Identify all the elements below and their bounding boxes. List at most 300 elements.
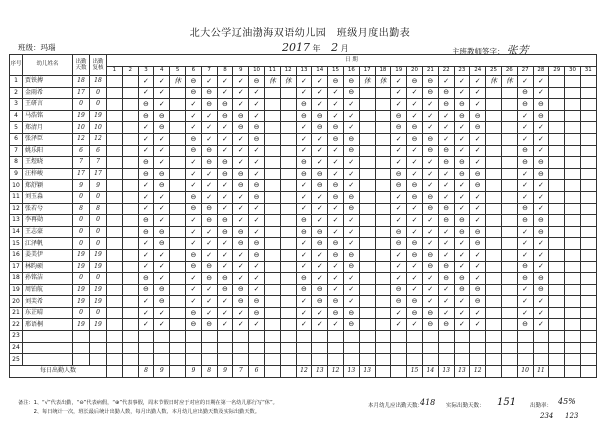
sick-leave-mark: ⊖: [458, 215, 465, 224]
attend-days: 19: [73, 284, 90, 296]
attendance-cell: [264, 261, 280, 273]
present-check-mark: ✓: [522, 239, 529, 248]
attendance-cell: [470, 249, 486, 261]
student-name: [23, 331, 73, 343]
row-seq: 17: [10, 261, 23, 273]
attendance-cell: [217, 157, 233, 169]
attendance-cell: [138, 307, 154, 319]
attendance-cell: [533, 87, 549, 99]
attendance-cell: [517, 203, 533, 215]
attendance-cell: [486, 191, 502, 203]
sick-leave-mark: ⊖: [237, 111, 244, 120]
student-name: 孙铭洁: [23, 273, 73, 285]
attendance-cell: [312, 99, 328, 111]
sick-leave-mark: ⊖: [253, 192, 260, 201]
attendance-cell: [296, 342, 312, 354]
attendance-cell: [154, 215, 170, 227]
student-name: 郑舒颖: [23, 180, 73, 192]
attendance-cell: [249, 238, 265, 250]
attendance-cell: [517, 319, 533, 331]
attendance-cell: [233, 191, 249, 203]
attend-days: 19: [73, 249, 90, 261]
attendance-cell: [359, 110, 375, 122]
attendance-cell: [375, 145, 391, 157]
attendance-cell: [501, 249, 517, 261]
sick-leave-mark: ⊖: [143, 285, 149, 294]
present-check-mark: ✓: [237, 192, 244, 201]
present-check-mark: ✓: [537, 181, 544, 190]
holiday-mark: 休: [284, 76, 292, 85]
attendance-cell: [391, 76, 407, 88]
table-row: [10, 261, 597, 273]
present-check-mark: ✓: [348, 99, 355, 108]
attendance-cell: [154, 76, 170, 88]
attendance-cell: [549, 331, 565, 343]
attendance-cell: [549, 99, 565, 111]
attend-days: 0: [73, 307, 90, 319]
attendance-cell: [407, 180, 423, 192]
present-check-mark: ✓: [316, 76, 323, 85]
attendance-cell: [233, 319, 249, 331]
sick-leave-mark: ⊖: [458, 285, 465, 294]
present-check-mark: ✓: [474, 250, 481, 259]
sick-leave-mark: ⊖: [395, 169, 402, 178]
daily-total-cell: 15: [407, 365, 423, 377]
attendance-cell: [107, 354, 123, 366]
present-check-mark: ✓: [522, 308, 529, 317]
attendance-cell: [249, 354, 265, 366]
attendance-cell: [217, 307, 233, 319]
present-check-mark: ✓: [301, 308, 307, 317]
sick-leave-mark: ⊖: [537, 157, 544, 166]
attendance-cell: [391, 191, 407, 203]
day-header: 10: [249, 67, 265, 76]
attendance-cell: [233, 76, 249, 88]
attendance-cell: [517, 331, 533, 343]
present-check-mark: ✓: [537, 192, 544, 201]
sick-leave-mark: ⊖: [522, 204, 529, 213]
attend-check: 0: [90, 307, 107, 319]
attendance-cell: [185, 133, 201, 145]
attendance-cell: [422, 203, 438, 215]
student-name: 张泽臣: [23, 133, 73, 145]
sick-leave-mark: ⊖: [443, 262, 450, 271]
attendance-cell: [328, 76, 344, 88]
attendance-cell: [107, 273, 123, 285]
attendance-cell: [138, 331, 154, 343]
attendance-cell: [107, 87, 123, 99]
sick-leave-mark: ⊖: [348, 308, 355, 317]
attend-days: 9: [73, 180, 90, 192]
attendance-cell: [264, 99, 280, 111]
day-header: 9: [233, 67, 249, 76]
attendance-cell: [580, 296, 596, 308]
attendance-cell: [486, 110, 502, 122]
attendance-cell: [486, 319, 502, 331]
row-seq: 15: [10, 238, 23, 250]
attendance-cell: [486, 354, 502, 366]
attendance-cell: [328, 215, 344, 227]
attendance-cell: [154, 133, 170, 145]
present-check-mark: ✓: [206, 285, 213, 294]
day-header: 22: [438, 67, 454, 76]
attendance-cell: [359, 215, 375, 227]
sick-leave-mark: ⊖: [143, 99, 149, 108]
present-check-mark: ✓: [143, 204, 149, 213]
attendance-cell: [565, 261, 581, 273]
present-check-mark: ✓: [158, 88, 165, 97]
attendance-cell: [217, 284, 233, 296]
attendance-cell: [501, 122, 517, 134]
attendance-cell: [533, 180, 549, 192]
attendance-cell: [517, 99, 533, 111]
attend-days: 7: [73, 157, 90, 169]
attendance-cell: [549, 296, 565, 308]
sick-leave-mark: ⊖: [316, 285, 323, 294]
present-check-mark: ✓: [427, 273, 434, 282]
attendance-cell: [138, 238, 154, 250]
sick-leave-mark: ⊖: [348, 134, 355, 143]
row-seq: 1: [10, 76, 23, 88]
attendance-cell: [470, 87, 486, 99]
attendance-cell: [391, 354, 407, 366]
attendance-cell: [343, 122, 359, 134]
attend-days: [73, 354, 90, 366]
present-check-mark: ✓: [395, 215, 402, 224]
attendance-cell: [501, 284, 517, 296]
attendance-cell: [501, 133, 517, 145]
attendance-cell: [296, 168, 312, 180]
attend-check: 10: [90, 122, 107, 134]
present-check-mark: ✓: [253, 215, 260, 224]
present-check-mark: ✓: [206, 297, 213, 306]
row-seq: 14: [10, 226, 23, 238]
attendance-cell: [501, 238, 517, 250]
day-header: 5: [170, 67, 186, 76]
sick-leave-mark: ⊖: [458, 227, 465, 236]
attendance-cell: [422, 342, 438, 354]
attendance-cell: [312, 76, 328, 88]
attendance-cell: [517, 87, 533, 99]
attendance-cell: [422, 76, 438, 88]
attendance-cell: [501, 110, 517, 122]
attendance-cell: [533, 249, 549, 261]
day-header: 31: [580, 67, 596, 76]
sick-leave-mark: ⊖: [190, 146, 197, 155]
attendance-cell: [501, 215, 517, 227]
day-header: 26: [501, 67, 517, 76]
attendance-cell: [580, 99, 596, 111]
attendance-cell: [122, 99, 138, 111]
present-check-mark: ✓: [522, 76, 529, 85]
attendance-cell: [201, 203, 217, 215]
attendance-cell: [201, 249, 217, 261]
attendance-cell: [185, 307, 201, 319]
attendance-cell: [185, 261, 201, 273]
attendance-cell: [122, 319, 138, 331]
sick-leave-mark: ⊖: [474, 285, 481, 294]
present-check-mark: ✓: [253, 204, 260, 213]
attendance-cell: [501, 99, 517, 111]
present-check-mark: ✓: [301, 76, 307, 85]
attendance-cell: [249, 110, 265, 122]
attendance-cell: [170, 331, 186, 343]
row-seq: 3: [10, 99, 23, 111]
attendance-cell: [138, 110, 154, 122]
present-check-mark: ✓: [411, 262, 418, 271]
attend-days: 19: [73, 261, 90, 273]
attend-days: 0: [73, 191, 90, 203]
attendance-cell: [501, 342, 517, 354]
present-check-mark: ✓: [522, 192, 529, 201]
attendance-cell: [264, 110, 280, 122]
sick-leave-mark: ⊖: [237, 239, 244, 248]
attendance-cell: [533, 226, 549, 238]
sick-leave-mark: ⊖: [427, 320, 434, 329]
present-check-mark: ✓: [427, 99, 434, 108]
attendance-cell: [296, 215, 312, 227]
attendance-cell: [185, 145, 201, 157]
header-attend-check-text: 出勤复核: [92, 58, 104, 71]
row-seq: 6: [10, 133, 23, 145]
attendance-cell: [549, 133, 565, 145]
present-check-mark: ✓: [158, 308, 165, 317]
present-check-mark: ✓: [190, 297, 197, 306]
present-check-mark: ✓: [332, 215, 339, 224]
attendance-cell: [359, 261, 375, 273]
attend-days: 0: [73, 99, 90, 111]
year-handwritten: 2017: [282, 41, 310, 54]
attendance-cell: [486, 226, 502, 238]
sick-leave-mark: ⊖: [316, 181, 323, 190]
attendance-cell: [201, 261, 217, 273]
sick-leave-mark: ⊖: [395, 239, 402, 248]
attendance-cell: [486, 249, 502, 261]
sick-leave-mark: ⊖: [206, 262, 213, 271]
attendance-cell: [312, 157, 328, 169]
attendance-cell: [280, 203, 296, 215]
present-check-mark: ✓: [332, 273, 339, 282]
attendance-cell: [343, 354, 359, 366]
sick-leave-mark: ⊖: [143, 273, 149, 282]
attendance-cell: [438, 319, 454, 331]
attendance-cell: [517, 180, 533, 192]
present-check-mark: ✓: [474, 204, 481, 213]
attendance-cell: [438, 215, 454, 227]
attendance-cell: [217, 215, 233, 227]
day-header: 15: [328, 67, 344, 76]
present-check-mark: ✓: [537, 262, 544, 271]
attendance-cell: [280, 284, 296, 296]
sick-leave-mark: ⊖: [537, 215, 544, 224]
present-check-mark: ✓: [474, 134, 481, 143]
attendance-cell: [549, 122, 565, 134]
sick-leave-mark: ⊖: [332, 239, 339, 248]
present-check-mark: ✓: [143, 146, 149, 155]
sick-leave-mark: ⊖: [206, 157, 213, 166]
expected-days-value: 418: [420, 398, 436, 407]
attendance-cell: [122, 122, 138, 134]
attendance-cell: [549, 273, 565, 285]
present-check-mark: ✓: [443, 123, 450, 132]
attendance-cell: [154, 203, 170, 215]
attendance-cell: [407, 122, 423, 134]
attendance-cell: [264, 354, 280, 366]
attendance-cell: [454, 273, 470, 285]
attendance-cell: [422, 261, 438, 273]
attendance-cell: [517, 273, 533, 285]
attendance-cell: [170, 249, 186, 261]
attendance-cell: [312, 226, 328, 238]
sick-leave-mark: ⊖: [253, 123, 260, 132]
attendance-cell: [185, 191, 201, 203]
attendance-cell: [138, 87, 154, 99]
attendance-cell: [264, 145, 280, 157]
attendance-cell: [185, 180, 201, 192]
sick-leave-mark: ⊖: [253, 308, 260, 317]
attendance-cell: [201, 354, 217, 366]
attendance-cell: [249, 133, 265, 145]
present-check-mark: ✓: [474, 308, 481, 317]
sick-leave-mark: ⊖: [237, 169, 244, 178]
attendance-cell: [517, 191, 533, 203]
attend-days: 0: [73, 238, 90, 250]
attendance-cell: [391, 87, 407, 99]
present-check-mark: ✓: [458, 76, 465, 85]
attendance-cell: [217, 180, 233, 192]
attendance-cell: [343, 342, 359, 354]
attendance-cell: [107, 168, 123, 180]
attendance-cell: [138, 76, 154, 88]
attendance-cell: [185, 319, 201, 331]
attendance-cell: [138, 180, 154, 192]
sick-leave-mark: ⊖: [222, 111, 228, 120]
attendance-cell: [264, 76, 280, 88]
attendance-cell: [201, 238, 217, 250]
attendance-cell: [454, 226, 470, 238]
daily-total-cell: 13: [438, 365, 454, 377]
attendance-cell: [249, 342, 265, 354]
attendance-cell: [170, 238, 186, 250]
attendance-cell: [454, 319, 470, 331]
attendance-cell: [122, 133, 138, 145]
attendance-cell: [359, 238, 375, 250]
attendance-cell: [233, 145, 249, 157]
day-header: 1: [107, 67, 123, 76]
attendance-cell: [549, 354, 565, 366]
rate-label: 出勤率：: [530, 403, 553, 409]
attendance-cell: [438, 203, 454, 215]
sick-leave-mark: ⊖: [190, 192, 197, 201]
attendance-cell: [328, 110, 344, 122]
attend-check: 0: [90, 87, 107, 99]
attend-check: 0: [90, 238, 107, 250]
day-header: 29: [549, 67, 565, 76]
attendance-cell: [122, 226, 138, 238]
attendance-cell: [201, 145, 217, 157]
attendance-cell: [170, 87, 186, 99]
present-check-mark: ✓: [522, 111, 529, 120]
present-check-mark: ✓: [237, 308, 244, 317]
table-row: [10, 226, 597, 238]
student-name: 贾铁搏: [23, 76, 73, 88]
attendance-cell: [122, 273, 138, 285]
present-check-mark: ✓: [474, 215, 481, 224]
attendance-cell: [517, 354, 533, 366]
attendance-cell: [107, 99, 123, 111]
attendance-cell: [375, 261, 391, 273]
present-check-mark: ✓: [537, 76, 544, 85]
present-check-mark: ✓: [537, 123, 544, 132]
attendance-cell: [233, 157, 249, 169]
present-check-mark: ✓: [332, 320, 339, 329]
attendance-cell: [328, 122, 344, 134]
attendance-cell: [565, 307, 581, 319]
attendance-cell: [407, 191, 423, 203]
sick-leave-mark: ⊖: [222, 215, 228, 224]
row-seq: 12: [10, 203, 23, 215]
sick-leave-mark: ⊖: [348, 320, 355, 329]
attendance-cell: [517, 145, 533, 157]
attendance-cell: [422, 215, 438, 227]
attendance-cell: [407, 168, 423, 180]
table-row: [10, 133, 597, 145]
present-check-mark: ✓: [190, 285, 197, 294]
page-title: 北大公学辽油渤海双语幼儿园 班级月度出勤表: [189, 28, 411, 39]
daily-total-cell: 12: [296, 365, 312, 377]
attendance-cell: [280, 122, 296, 134]
attend-days: 17: [73, 87, 90, 99]
attendance-cell: [264, 273, 280, 285]
sick-leave-mark: ⊖: [253, 134, 260, 143]
attendance-cell: [407, 354, 423, 366]
attend-check: 12: [90, 133, 107, 145]
present-check-mark: ✓: [458, 181, 465, 190]
present-check-mark: ✓: [253, 111, 260, 120]
student-name: [23, 354, 73, 366]
attendance-cell: [391, 238, 407, 250]
attendance-cell: [549, 87, 565, 99]
attendance-cell: [454, 296, 470, 308]
present-check-mark: ✓: [474, 99, 481, 108]
attendance-cell: [391, 180, 407, 192]
present-check-mark: ✓: [427, 123, 434, 132]
sick-leave-mark: ⊖: [190, 204, 197, 213]
present-check-mark: ✓: [443, 111, 450, 120]
attendance-cell: [264, 180, 280, 192]
present-check-mark: ✓: [395, 88, 402, 97]
attendance-cell: [312, 238, 328, 250]
attendance-cell: [312, 261, 328, 273]
attendance-cell: [470, 215, 486, 227]
attendance-cell: [264, 191, 280, 203]
attendance-cell: [422, 87, 438, 99]
present-check-mark: ✓: [395, 146, 402, 155]
attendance-cell: [565, 145, 581, 157]
present-check-mark: ✓: [348, 169, 355, 178]
attendance-cell: [170, 168, 186, 180]
present-check-mark: ✓: [443, 285, 450, 294]
attendance-cell: [122, 261, 138, 273]
attendance-cell: [470, 238, 486, 250]
attendance-cell: [217, 296, 233, 308]
present-check-mark: ✓: [427, 157, 434, 166]
attendance-cell: [454, 168, 470, 180]
sick-leave-mark: ⊖: [348, 192, 355, 201]
attendance-cell: [185, 238, 201, 250]
present-check-mark: ✓: [395, 134, 402, 143]
sick-leave-mark: ⊖: [158, 169, 165, 178]
